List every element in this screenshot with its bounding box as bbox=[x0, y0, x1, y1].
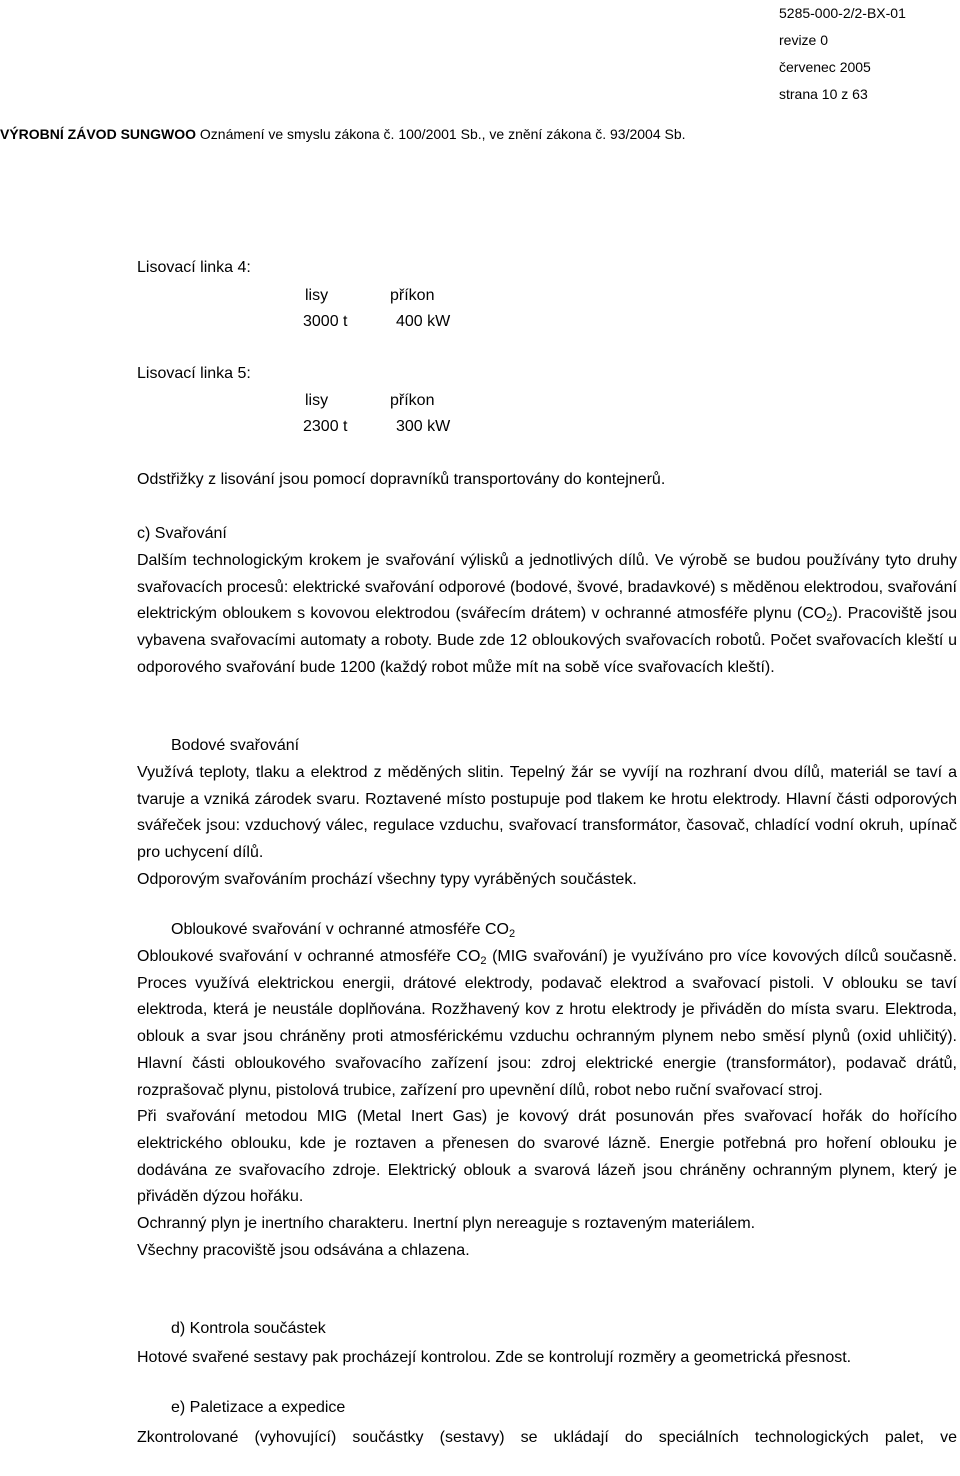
palletizing-text: Zkontrolované (vyhovující) součástky (sestavy) se ukládají do speciálních technologických palet, ve bbox=[137, 1429, 957, 1446]
header-band bbox=[0, 126, 960, 142]
press-col-header: lisy bbox=[305, 392, 329, 409]
welding-intro-paragraph: Dalším technologickým krokem je svařování výlisků a jednotlivých dílů. Ve výrobě se budou používány tyto druhy svařovacích procesů: elektrické svařování odporové (bodové, švové, bradavkové) s měděnou elektrodou, svařování elektrickým obloukem s kovovou elektrodou (svářecím drátem) v ochranné atmosféře plynu $(CO_2)$. Pracoviště jsou vybavena svařovacími automaty a roboty. Bude zde 12 obloukových svařovacích robotů. Počet svařovacích kleští u odporového svařování bude 1200 (každý robot může mít na sobě více svařovacích kleští). bbox=[137, 552, 957, 676]
power-value: 400 kW bbox=[396, 313, 451, 330]
press-value: 2300 t bbox=[303, 418, 348, 435]
spot-welding-paragraph: Využívá teploty, tlaku a elektrod z měděných slitin. Tepelný žár se vyvíjí na rozhraní dvou dílů, materiál se taví a tvaruje a vzniká zárodek svaru. Roztavené místo postupuje pod tlakem ke hrotu elektrody. Hlavní části odporových svářeček jsou: vzduchový válec, regulace vzduchu, svařovací transformátor, časovač, chladící vodní okruh, upínač pro uchycení dílů. Odporovým svařováním prochází všechny typy vyráběných součástek. bbox=[137, 764, 957, 888]
press-line-label: Lisovací linka 5: bbox=[137, 365, 251, 382]
section-heading: c) Svařování bbox=[137, 525, 227, 542]
power-value: 300 kW bbox=[396, 418, 451, 435]
press-col-header: lisy bbox=[305, 287, 329, 304]
power-col-header: příkon bbox=[390, 287, 435, 304]
power-col-header: příkon bbox=[390, 392, 435, 409]
subsection-heading: Obloukové svařování v ochranné atmosféře $CO_2$ bbox=[171, 921, 516, 940]
document-id: 5285-000-2/2-BX-01 bbox=[779, 5, 906, 21]
header-subtitle: Oznámení ve smyslu zákona č. 100/2001 Sb., ve znění zákona č. 93/2004 Sb. bbox=[199, 126, 686, 142]
company-name: VÝROBNÍ ZÁVOD SUNGWOO bbox=[0, 126, 197, 142]
section-heading: e) Paletizace a expedice bbox=[171, 1399, 346, 1416]
inspection-text: Hotové svařené sestavy pak procházejí kontrolou. Zde se kontrolují rozměry a geometrická přesnost. bbox=[137, 1349, 852, 1366]
press-line-label: Lisovací linka 4: bbox=[137, 259, 251, 276]
press-value: 3000 t bbox=[303, 313, 348, 330]
issue-date: červenec 2005 bbox=[779, 59, 871, 75]
scrap-note: Odstřižky z lisování jsou pomocí dopravníků transportovány do kontejnerů. bbox=[137, 471, 666, 488]
section-heading: d) Kontrola součástek bbox=[171, 1320, 326, 1337]
arc-welding-paragraph: Obloukové svařování v ochranné atmosféře $CO_2$ (MIG svařování) je využíváno pro více kovových dílců současně. Proces využívá elektrickou energii, drátové elektrody, podavač elektrod a svařovací pistoli. V oblouku se taví elektroda, která je neustále doplňována. Rozžhavený kov z hrotu elektrody je přiváděn do místa svaru. Elektroda, oblouk a svar jsou chráněny proti atmosférickému vzduchu ochranným plynem nebo směsí plynů (oxid uhličitý). Hlavní části obloukového svařovacího zařízení jsou: zdroj elektrické energie (transformátor), podavač drátů, rozprašovač plynu, pistolová trubice, zařízení pro upevnění dílů, robot nebo ruční svařovací stroj. Při svařování metodou MIG (Metal Inert Gas) je kovový drát posunován přes svařovací hořák do hořícího elektrického oblouku, kde je roztaven a přenesen do svarové lázně. Energie potřebná pro hoření oblouku je dodávána ze svařovacího zdroje. Elektrický oblouk a svarová lázeň jsou chráněny ochranným plynem, který je přiváděn dýzou hořáku. Ochranný plyn je inertního charakteru. Inertní plyn nereaguje s roztaveným materiálem. Všechny pracoviště jsou odsávána a chlazena. bbox=[137, 948, 957, 1259]
subsection-heading: Bodové svařování bbox=[171, 737, 300, 754]
page-number: strana 10 z 63 bbox=[779, 86, 868, 102]
document-meta bbox=[779, 0, 906, 108]
revision: revize 0 bbox=[779, 32, 829, 48]
